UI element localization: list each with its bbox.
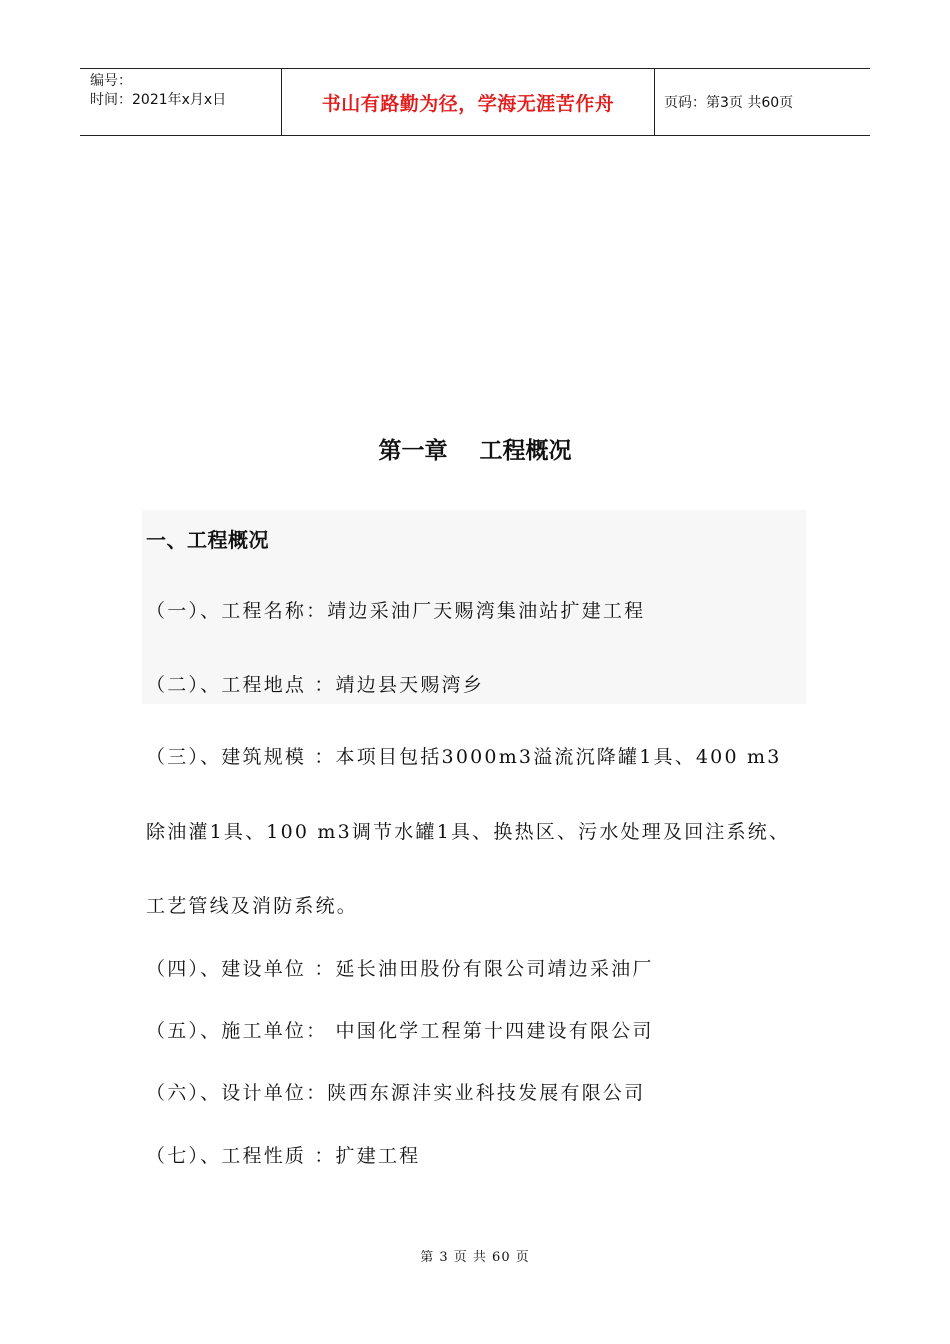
chapter-heading	[0, 432, 950, 465]
section-title: 一、工程概况	[146, 528, 269, 552]
chapter-number: 第一章	[378, 438, 448, 464]
item-construction-unit: （五）、施工单位： 中国化学工程第十四建设有限公司	[146, 1020, 654, 1042]
item-building-scale: （三）、建筑规模 ：本项目包括3000m3溢流沉降罐1具、400 m3	[146, 746, 782, 768]
page-footer: 第 3 页 共 60 页	[420, 1250, 530, 1265]
item-design-unit: （六）、设计单位：陕西东源沣实业科技发展有限公司	[146, 1082, 646, 1104]
document-number-label: 编号：	[90, 73, 132, 89]
item-project-nature: （七）、工程性质 ：扩建工程	[146, 1145, 421, 1167]
header-page-info: 页码：第3页 共60页	[664, 95, 794, 111]
item-building-scale-cont2: 工艺管线及消防系统。	[146, 895, 359, 917]
header-meta	[80, 69, 282, 135]
item-project-name: （一）、工程名称：靖边采油厂天赐湾集油站扩建工程	[146, 600, 646, 622]
item-owner-unit: （四）、建设单位 ：延长油田股份有限公司靖边采油厂	[146, 958, 654, 980]
item-building-scale-cont1: 除油灌1具、100 m3调节水罐1具、换热区、污水处理及回注系统、	[146, 821, 791, 843]
item-project-location: （二）、工程地点 ：靖边县天赐湾乡	[146, 674, 484, 696]
page-header	[80, 68, 870, 136]
header-motto: 书山有路勤为径，学海无涯苦作舟	[282, 69, 655, 135]
chapter-title: 工程概况	[479, 438, 572, 464]
document-time-label: 时间：2021年x月x日	[90, 92, 227, 108]
